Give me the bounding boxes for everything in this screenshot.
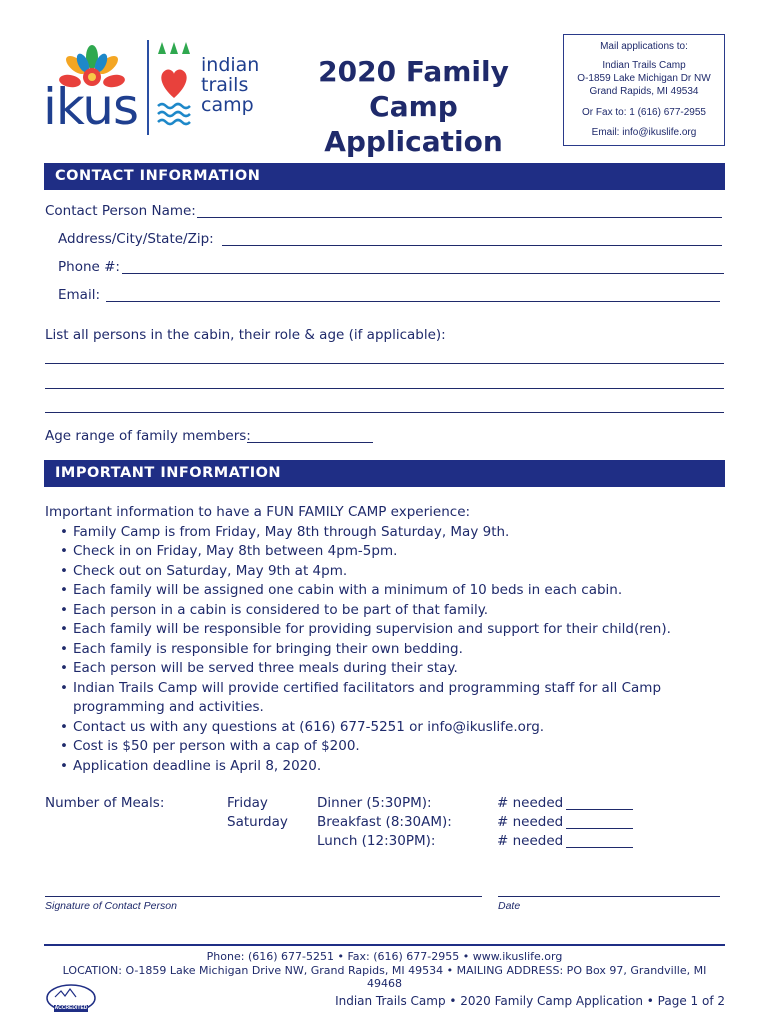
- contact-name-label: Contact Person Name:: [45, 203, 196, 219]
- list-item: • Each family will be assigned one cabin with a minimum of 10 beds in each cabin.: [60, 581, 725, 601]
- signature-label: Signature of Contact Person: [45, 900, 177, 912]
- age-range-field[interactable]: [247, 442, 373, 443]
- meal-day-saturday: Saturday: [227, 814, 288, 830]
- important-intro: Important information to have a FUN FAMILY CAMP experience:: [45, 504, 471, 520]
- phone-label: Phone #:: [58, 259, 120, 275]
- email-field[interactable]: [106, 301, 720, 302]
- meal-needed-label: # needed: [497, 814, 564, 830]
- list-item: • Each person in a cabin is considered to be part of that family.: [60, 601, 725, 621]
- persons-line-3[interactable]: [45, 412, 724, 413]
- camp-line-2: trails: [201, 74, 249, 96]
- list-item: • Check in on Friday, May 8th between 4pm-5pm.: [60, 542, 725, 562]
- persons-line-1[interactable]: [45, 363, 724, 364]
- important-list: [45, 523, 725, 777]
- signature-field[interactable]: [45, 896, 482, 897]
- list-item: • Contact us with any questions at (616) 677-5251 or info@ikuslife.org.: [60, 718, 725, 738]
- address-label: Address/City/State/Zip:: [58, 231, 214, 247]
- meal-needed-label: # needed: [497, 833, 564, 849]
- mail-heading: Mail applications to:: [600, 41, 688, 52]
- phone-field[interactable]: [122, 273, 724, 274]
- date-field[interactable]: [498, 896, 720, 897]
- contact-name-field[interactable]: [197, 217, 722, 218]
- mail-applications-box: [563, 34, 725, 146]
- email-label: Email:: [58, 287, 101, 303]
- camp-line-3: camp: [201, 94, 254, 116]
- camp-line-1: indian: [201, 54, 260, 76]
- persons-line-2[interactable]: [45, 388, 724, 389]
- meal-breakfast: Breakfast (8:30AM):: [317, 814, 452, 830]
- list-item: • Check out on Saturday, May 9th at 4pm.: [60, 562, 725, 582]
- title-line-1: 2020 Family Camp: [318, 55, 509, 123]
- date-label: Date: [498, 900, 521, 912]
- footer-contact: Phone: (616) 677-5251 • Fax: (616) 677-2955 • www.ikuslife.org: [206, 950, 563, 963]
- meal-day-friday: Friday: [227, 795, 268, 811]
- lunch-needed-field[interactable]: [566, 847, 633, 848]
- mail-fax: Or Fax to: 1 (616) 677-2955: [582, 107, 706, 118]
- list-item: • Application deadline is April 8, 2020.: [60, 757, 725, 777]
- title-line-2: Application: [324, 125, 503, 158]
- mail-address-line-2: O-1859 Lake Michigan Dr NW: [577, 73, 711, 84]
- meal-dinner: Dinner (5:30PM):: [317, 795, 432, 811]
- mail-address-line-1: Indian Trails Camp: [602, 60, 686, 71]
- list-item: • Family Camp is from Friday, May 8th through Saturday, May 9th.: [60, 523, 725, 543]
- meals-label: Number of Meals:: [45, 795, 165, 811]
- list-item: • Cost is $50 per person with a cap of $200.: [60, 737, 725, 757]
- page-info: Indian Trails Camp • 2020 Family Camp Application • Page 1 of 2: [335, 994, 725, 1008]
- aca-badge-text: ACCREDITED: [54, 1005, 88, 1011]
- age-range-label: Age range of family members:: [45, 428, 251, 444]
- aca-accredited-badge: [45, 983, 97, 1015]
- persons-prompt: List all persons in the cabin, their role & age (if applicable):: [45, 327, 446, 343]
- meal-needed-label: # needed: [497, 795, 564, 811]
- page-title: [276, 54, 551, 159]
- address-field[interactable]: [222, 245, 722, 246]
- footer-location: LOCATION: O-1859 Lake Michigan Drive NW, Grand Rapids, MI 49534 • MAILING ADDRESS: PO Box 97, Grandville, MI 49468: [62, 964, 707, 990]
- list-item: • Each person will be served three meals during their stay.: [60, 659, 725, 679]
- list-item: • Each family will be responsible for providing supervision and support for their child(ren).: [60, 620, 725, 640]
- important-info-header: IMPORTANT INFORMATION: [44, 460, 725, 487]
- contact-info-header: CONTACT INFORMATION: [44, 163, 725, 190]
- important-info-body: [45, 503, 725, 776]
- mail-email: Email: info@ikuslife.org: [591, 127, 697, 138]
- meal-lunch: Lunch (12:30PM):: [317, 833, 436, 849]
- ikus-wordmark: ikus: [43, 78, 139, 136]
- trees-heart-water-icon: [156, 40, 192, 135]
- indian-trails-camp-wordmark: [201, 55, 259, 115]
- list-item: • Each family is responsible for bringing their own bedding.: [60, 640, 725, 660]
- list-item: • Indian Trails Camp will provide certified facilitators and programming staff for all Camp programming and activities.: [60, 679, 663, 718]
- footer-divider: [44, 944, 725, 946]
- mail-address-line-3: Grand Rapids, MI 49534: [589, 86, 699, 97]
- dinner-needed-field[interactable]: [566, 809, 633, 810]
- logo-divider: [147, 40, 149, 135]
- breakfast-needed-field[interactable]: [566, 828, 633, 829]
